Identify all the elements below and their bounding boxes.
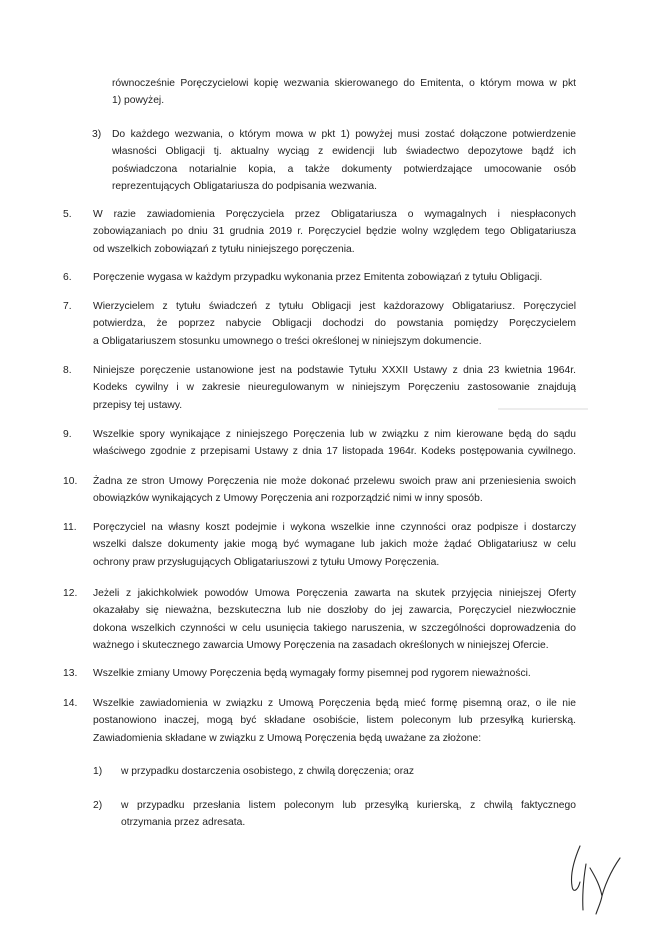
text-line: w przypadku przesłania listem poleconym lub przesyłką kurierską, z chwilą faktycznego [121,800,576,811]
text-line: wszelki dalsze dokumenty jakie mogą być wymagane lub jakich może żądać Obligatariusz w celu [93,539,576,551]
text-line: Wszelkie zmiany Umowy Poręczenia będą wymagały formy pisemnej pod rygorem nieważności. [93,668,531,679]
text-line: zobowiązaniach po dniu 31 grudnia 2019 r. Poręczyciel będzie wolny względem tego Obligatariusza [93,226,576,238]
scan-smudge [498,408,588,410]
item-12 [63,585,576,655]
subpoint-number: 1) [93,766,103,777]
text-line: właściwego zgodnie z przepisami Ustawy z dnia 17 listopada 1964r. Kodeks postępowania cywilnego. [93,446,576,458]
item-number: 10. [63,476,78,487]
text-line: Poręczyciel na własny koszt podejmie i wykona wszelkie inne czynności oraz podpisze i dostarczy [93,522,576,533]
item-number: 11. [63,522,77,533]
text-line: w przypadku dostarczenia osobistego, z chwilą doręczenia; oraz [121,766,415,777]
item-number: 8. [63,365,72,376]
subpoint-number: 3) [92,129,102,140]
text-line: Niniejsze poręczenie ustanowione jest na podstawie Tytułu XXXII Ustawy z dnia 23 kwietnia 1964r. [93,365,576,376]
item-14-subpoint-1 [93,763,576,780]
text-line: dokona wszelkich czynności w celu usunięcia takiego naruszenia, w szczególności doprowadzenia do [93,622,576,634]
text-line: reprezentujących Obligatariusza do podpisania wezwania. [112,181,378,193]
text-line: a Obligatariuszem stosunku umownego o treści określonej w niniejszym dokumencie. [93,335,482,347]
text-line: Do każdego wezwania, o którym mowa w pkt 1) powyżej musi zostać dołączone potwierdzenie [112,129,576,140]
subpoint-number: 2) [93,800,103,811]
text-line: równocześnie Poręczycielowi kopię wezwania skierowanego do Emitenta, o którym mowa w pkt [112,78,576,89]
text-line: 1) powyżej. [112,95,165,107]
text-line: obowiązków wynikających z Umowy Poręczenia ani rozporządzić nimi w inny sposób. [93,493,483,505]
text-line: Kodeks cywilny i w zakresie nieuregulowanym w niniejszym Poręczeniu zastosowanie znajdują [93,382,576,394]
item-6 [63,269,576,286]
item-number: 9. [63,429,72,440]
item-number: 14. [63,698,78,709]
item-7 [63,298,576,350]
item-8 [63,362,576,414]
item-9 [63,426,576,461]
item-14 [63,695,576,747]
text-line: W razie zawiadomienia Poręczyciela przez Obligatariusza o wymagalnych i niespłaconych [93,209,576,220]
intro-paragraph [112,75,576,110]
text-line: Wszelkie spory wynikające z niniejszego Poręczenia lub w związku z nim kierowane będą do sądu [93,429,576,440]
item-number: 13. [63,668,78,679]
text-line: potwierdza, że poprzez nabycie Obligacji dochodzi do powstania pomiędzy Poręczycielem [93,318,576,330]
item-10 [63,473,576,508]
item-5 [63,206,576,258]
subpoint-3 [92,126,576,196]
item-14-subpoint-2 [93,797,576,832]
text-line: Jeżeli z jakichkolwiek powodów Umowa Poręczenia zawarta na skutek przyjęcia niniejszej Oferty [93,588,576,599]
item-number: 12. [63,588,78,599]
text-line: od wszelkich zobowiązań z tytułu niniejszego poręczenia. [93,243,355,255]
text-line: Wszelkie zawiadomienia w związku z Umową Poręczenia będą mieć formę pisemną oraz, o ile nie [93,698,576,709]
item-number: 7. [63,301,72,312]
text-line: okazałaby się nieważna, bezskuteczna lub nie doszłoby do jej zawarcia, Poręczyciel niezwłocznie [93,605,576,617]
text-line: ważnego i skutecznego zawarcia Umowy Poręczenia na zasadach określonych w niniejszej Ofercie. [93,640,549,652]
text-line: przepisy tej ustawy. [93,399,183,411]
text-line: własności Obligacji tj. aktualny wyciąg z ewidencji lub świadectwo depozytowe bądź ich [112,146,576,158]
text-line: Żadna ze stron Umowy Poręczenia nie może dokonać przelewu swoich praw ani przeniesienia swoich [93,476,576,487]
text-line: poświadczona notarialnie kopia, a także dokumenty potwierdzające umocowanie osób [112,163,576,175]
text-line: Wierzycielem z tytułu świadczeń z tytułu Obligacji jest każdorazowy Obligatariusz. Poręczyciel [93,301,576,312]
item-11 [63,519,576,571]
text-line: postanowiono inaczej, mogą być składane osobiście, listem poleconym lub przesyłką kurierską. [93,715,576,727]
signature-initials [560,838,630,918]
text-line: Zawiadomienia składane w związku z Umową Poręczenia będą uważane za złożone: [93,732,482,744]
text-line: ochrony praw przysługujących Obligatariuszowi z tytułu Umowy Poręczenia. [93,556,440,568]
item-number: 5. [63,209,72,220]
text-line: Poręczenie wygasa w każdym przypadku wykonania przez Emitenta zobowiązań z tytułu Obligacji. [93,272,543,283]
item-number: 6. [63,272,72,283]
text-line: otrzymania przez adresata. [121,817,246,829]
item-13 [63,665,576,682]
